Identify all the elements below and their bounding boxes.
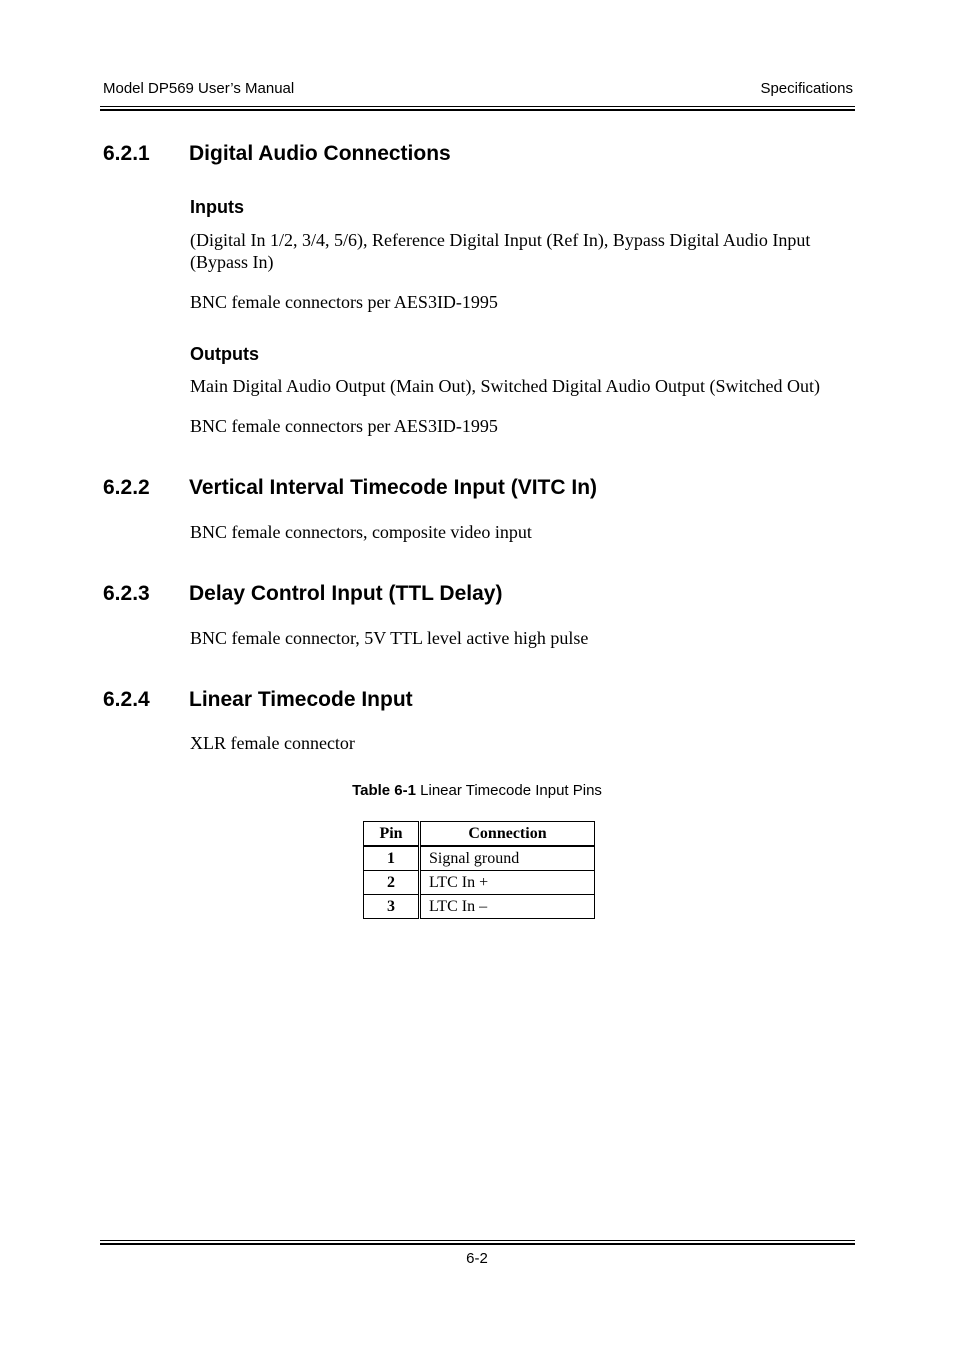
section-heading-6-2-3 [103, 582, 502, 606]
column-header-pin: Pin [364, 822, 420, 847]
column-header-connection: Connection [420, 822, 595, 847]
table-caption [0, 782, 954, 799]
table-row [364, 846, 595, 871]
header-section-title: Specifications [760, 80, 853, 97]
section-heading-6-2-4 [103, 688, 413, 712]
outputs-connector-text: BNC female connectors per AES3ID-1995 [190, 416, 498, 436]
inputs-list-text: (Digital In 1/2, 3/4, 5/6), Reference Digital Input (Ref In), Bypass Digital Audio Input (Bypass In) [190, 230, 811, 272]
table-caption-text: Linear Timecode Input Pins [415, 782, 602, 799]
section-title: Vertical Interval Timecode Input (VITC In) [189, 476, 598, 499]
table-row [364, 871, 595, 895]
table-caption-label: Table 6-1 [352, 782, 416, 799]
table-row [364, 895, 595, 919]
section-number: 6.2.3 [103, 582, 150, 605]
section-title: Delay Control Input (TTL Delay) [189, 582, 503, 605]
section-title: Linear Timecode Input [189, 688, 413, 711]
header-rule [100, 106, 855, 111]
section-number: 6.2.1 [103, 142, 150, 165]
ltc-pins-table [363, 821, 595, 919]
pin-number: 3 [364, 895, 420, 919]
section-number: 6.2.4 [103, 688, 150, 711]
outputs-list-text: Main Digital Audio Output (Main Out), Switched Digital Audio Output (Switched Out) [190, 376, 820, 396]
vitc-description: BNC female connectors, composite video input [190, 522, 532, 542]
pin-connection: LTC In + [420, 871, 595, 895]
section-number: 6.2.2 [103, 476, 150, 499]
ttl-delay-description: BNC female connector, 5V TTL level active high pulse [190, 628, 589, 648]
pin-number: 1 [364, 846, 420, 871]
subheading-outputs: Outputs [190, 344, 259, 364]
subheading-inputs: Inputs [190, 197, 244, 217]
pin-connection: LTC In – [420, 895, 595, 919]
table-header-row [364, 822, 595, 847]
inputs-connector-text: BNC female connectors per AES3ID-1995 [190, 292, 498, 312]
header-manual-title: Model DP569 User’s Manual [103, 80, 295, 97]
page-number: 6-2 [466, 1250, 488, 1267]
footer-rule [100, 1240, 855, 1245]
pin-connection: Signal ground [420, 846, 595, 871]
section-heading-6-2-2 [103, 476, 597, 500]
pin-number: 2 [364, 871, 420, 895]
section-heading-6-2-1 [103, 142, 451, 166]
ltc-description: XLR female connector [190, 733, 355, 753]
section-title: Digital Audio Connections [189, 142, 451, 165]
